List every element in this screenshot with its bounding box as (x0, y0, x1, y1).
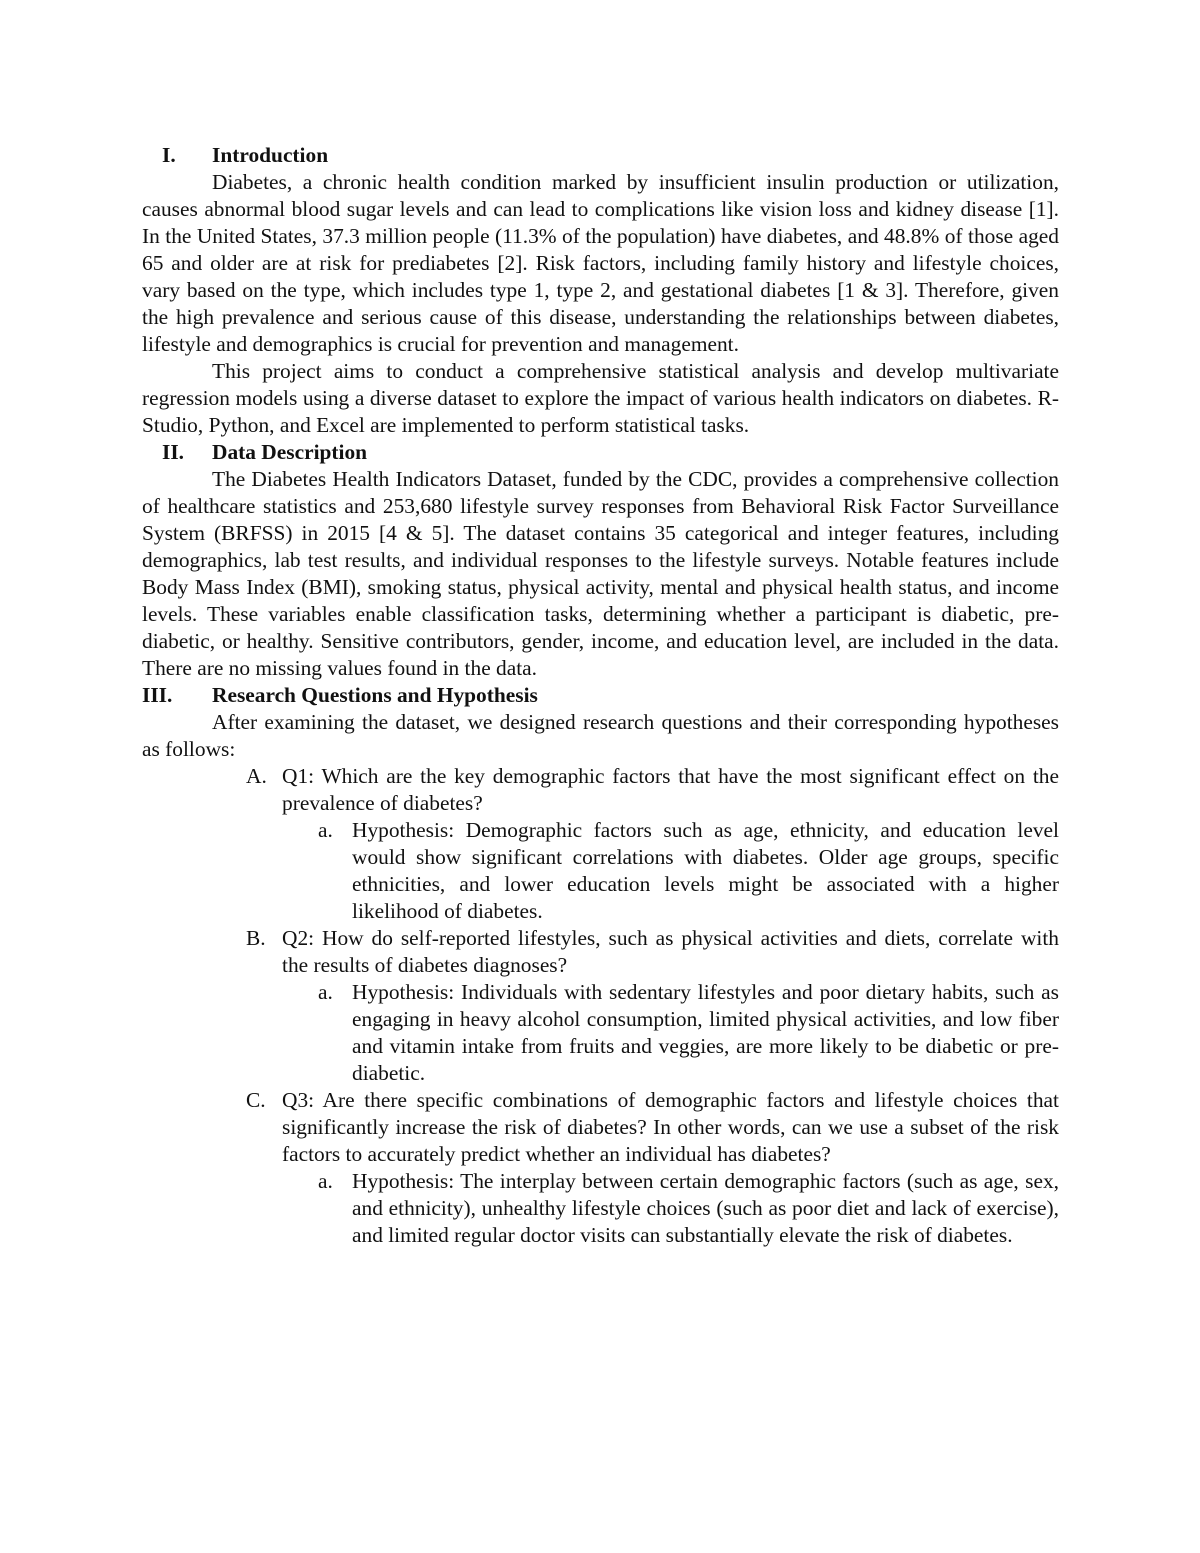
hypothesis-text: Hypothesis: Individuals with sedentary lifestyles and poor dietary habits, such as engaging in heavy alcohol consumption, limited physical activities, and low fiber and vitamin intake from fruits and veggies, are more likely to be diabetic or pre-diabetic. (352, 980, 1059, 1085)
question-text: Q2: How do self-reported lifestyles, such as physical activities and diets, correlate with the results of diabetes diagnoses? (282, 926, 1059, 977)
question-text: Q3: Are there specific combinations of demographic factors and lifestyle choices that significantly increase the risk of diabetes? In other words, can we use a subset of the risk factors to accurately predict whether an individual has diabetes? (282, 1088, 1059, 1166)
section-number: III. (142, 683, 173, 707)
hypothesis-item (142, 979, 1059, 1087)
section-number: I. (162, 143, 176, 167)
paragraph: After examining the dataset, we designed research questions and their corresponding hypotheses as follows: (142, 710, 1059, 761)
section-number: II. (162, 440, 184, 464)
list-marker: B. (246, 926, 266, 950)
document-page (142, 142, 1059, 1249)
research-question (142, 763, 1059, 817)
hypothesis-item (142, 817, 1059, 925)
section-heading-data-description (142, 439, 1059, 466)
question-text: Q1: Which are the key demographic factors that have the most significant effect on the prevalence of diabetes? (282, 764, 1059, 815)
list-marker: a. (318, 980, 333, 1004)
paragraph: The Diabetes Health Indicators Dataset, funded by the CDC, provides a comprehensive collection of healthcare statistics and 253,680 lifestyle survey responses from Behavioral Risk Factor Surveillance System (BRFSS) in 2015 [4 & 5]. The dataset contains 35 categorical and integer features, including demographics, lab test results, and individual responses to the lifestyle surveys. Notable features include Body Mass Index (BMI), smoking status, physical activity, mental and physical health status, and income levels. These variables enable classification tasks, determining whether a participant is diabetic, pre-diabetic, or healthy. Sensitive contributors, gender, income, and education level, are included in the data. There are no missing values found in the data. (142, 467, 1059, 680)
section-title: Data Description (212, 440, 368, 464)
list-marker: A. (246, 764, 267, 788)
paragraph: Diabetes, a chronic health condition marked by insufficient insulin production or utilization, causes abnormal blood sugar levels and can lead to complications like vision loss and kidney disease [1]. In the United States, 37.3 million people (11.3% of the population) have diabetes, and 48.8% of those aged 65 and older are at risk for prediabetes [2]. Risk factors, including family history and lifestyle choices, vary based on the type, which includes type 1, type 2, and gestational diabetes [1 & 3]. Therefore, given the high prevalence and serious cause of this disease, understanding the relationships between diabetes, lifestyle and demographics is crucial for prevention and management. (142, 170, 1059, 356)
list-marker: a. (318, 818, 333, 842)
research-question (142, 925, 1059, 979)
paragraph: This project aims to conduct a comprehensive statistical analysis and develop multivariate regression models using a diverse dataset to explore the impact of various health indicators on diabetes. R-Studio, Python, and Excel are implemented to perform statistical tasks. (142, 359, 1059, 437)
hypothesis-text: Hypothesis: The interplay between certain demographic factors (such as age, sex, and ethnicity), unhealthy lifestyle choices (such as poor diet and lack of exercise), and limited regular doctor visits can substantially elevate the risk of diabetes. (352, 1169, 1059, 1247)
research-question (142, 1087, 1059, 1168)
list-marker: a. (318, 1169, 333, 1193)
section-title: Research Questions and Hypothesis (212, 683, 538, 707)
section-heading-research-questions (142, 682, 1059, 709)
section-title: Introduction (212, 143, 329, 167)
hypothesis-item (142, 1168, 1059, 1249)
section-heading-introduction (142, 142, 1059, 169)
list-marker: C. (246, 1088, 266, 1112)
hypothesis-text: Hypothesis: Demographic factors such as age, ethnicity, and education level would show significant correlations with diabetes. Older age groups, specific ethnicities, and lower education levels might be associated with a higher likelihood of diabetes. (352, 818, 1059, 923)
